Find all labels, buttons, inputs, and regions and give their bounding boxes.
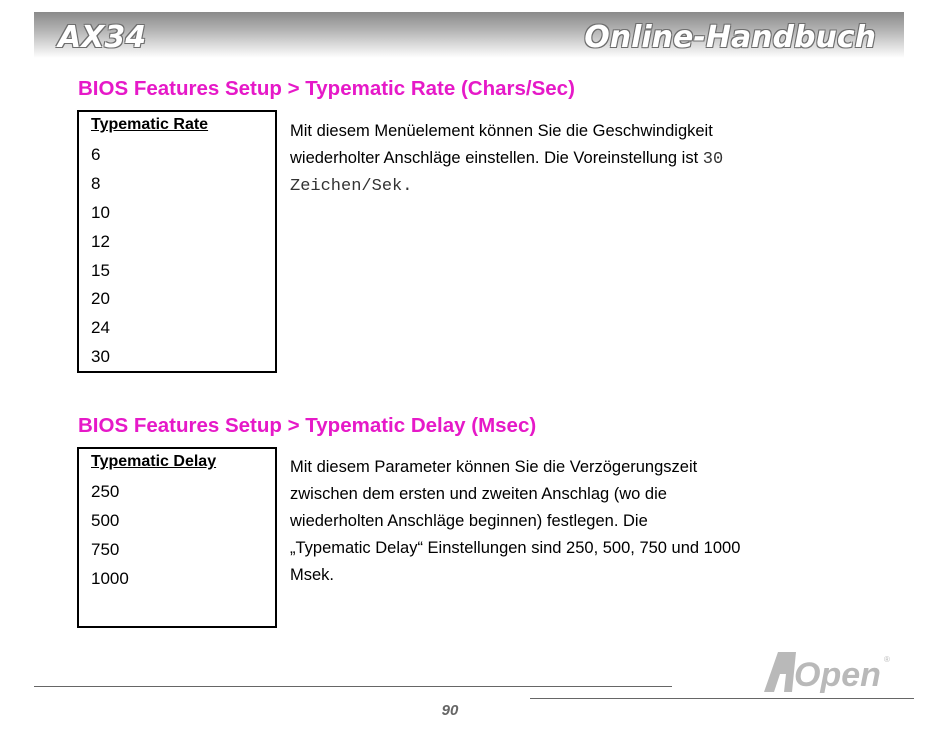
manual-title: Online-Handbuch bbox=[584, 20, 876, 55]
description-line: Mit diesem Parameter können Sie die Verzögerungszeit bbox=[290, 458, 698, 476]
description-line: „Typematic Delay“ Einstellungen sind 250, 500, 750 und 1000 bbox=[290, 539, 741, 557]
description-line: Mit diesem Menüelement können Sie die Geschwindigkeit bbox=[290, 122, 713, 140]
description-line bbox=[290, 145, 810, 173]
aopen-logo bbox=[756, 648, 898, 694]
option-item: 24 bbox=[91, 318, 110, 337]
option-item: 250 bbox=[91, 482, 120, 501]
typematic-delay-options-table bbox=[77, 447, 277, 628]
option-item: 6 bbox=[91, 145, 101, 164]
option-item: 15 bbox=[91, 261, 110, 280]
default-unit: Zeichen/Sek. bbox=[290, 177, 413, 196]
product-name: AX34 bbox=[58, 20, 147, 55]
logo-registered-mark: ® bbox=[884, 655, 890, 664]
page-number: 90 bbox=[441, 702, 459, 719]
option-item: 1000 bbox=[91, 569, 129, 588]
description-text: wiederholter Anschläge einstellen. Die Voreinstellung ist bbox=[290, 149, 703, 167]
option-item: 8 bbox=[91, 174, 101, 193]
option-item: 20 bbox=[91, 289, 110, 308]
typematic-rate-options-table bbox=[77, 110, 277, 373]
option-item: 12 bbox=[91, 232, 110, 251]
logo-wordmark: Open bbox=[794, 656, 881, 694]
section-title-typematic-rate: BIOS Features Setup > Typematic Rate (Chars/Sec) bbox=[78, 77, 575, 100]
default-value: 30 bbox=[702, 150, 724, 169]
option-item: 500 bbox=[91, 511, 120, 530]
footer-divider-left bbox=[34, 686, 672, 687]
option-item: 750 bbox=[91, 540, 120, 559]
footer-divider-right bbox=[530, 698, 914, 699]
typematic-delay-table-header: Typematic Delay bbox=[91, 453, 217, 470]
typematic-rate-table-header: Typematic Rate bbox=[91, 116, 209, 133]
option-item: 10 bbox=[91, 203, 110, 222]
option-item: 30 bbox=[91, 347, 110, 366]
typematic-delay-description bbox=[290, 454, 810, 589]
description-line: Msek. bbox=[290, 566, 335, 584]
section-title-typematic-delay: BIOS Features Setup > Typematic Delay (Msec) bbox=[78, 414, 537, 437]
description-line: zwischen dem ersten und zweiten Anschlag (wo die bbox=[290, 485, 667, 503]
description-line: wiederholten Anschläge beginnen) festlegen. Die bbox=[290, 512, 648, 530]
typematic-rate-description bbox=[290, 118, 810, 200]
